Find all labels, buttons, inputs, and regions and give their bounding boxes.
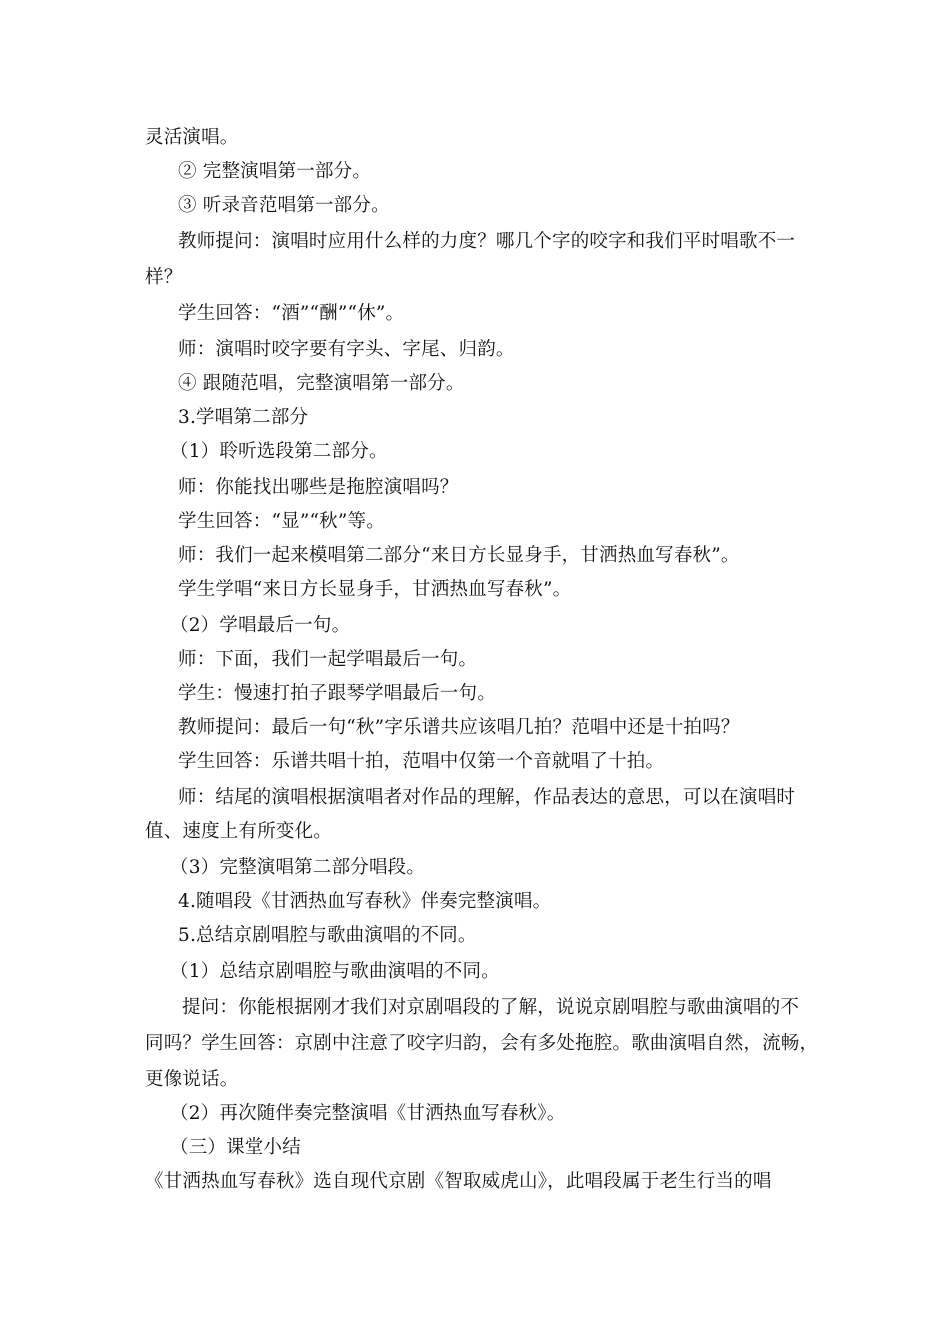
text-line: （2）再次随伴奏完整演唱《甘洒热血写春秋》。 [170, 1103, 566, 1124]
text-line: 学生学唱“来日方长显身手，甘洒热血写春秋”。 [178, 579, 572, 600]
text-line: （3）完整演唱第二部分唱段。 [170, 857, 426, 878]
text-line: 5.总结京剧唱腔与歌曲演唱的不同。 [178, 925, 477, 946]
text-line: 师：我们一起来模唱第二部分“来日方长显身手，甘洒热血写春秋”。 [178, 545, 740, 566]
text-line: 教师提问：演唱时应用什么样的力度？哪几个字的咬字和我们平时唱歌不一 [178, 231, 796, 252]
text-line: 师：你能找出哪些是拖腔演唱吗？ [178, 477, 459, 498]
text-line: 学生：慢速打拍子跟琴学唱最后一句。 [178, 683, 496, 704]
text-line: ④ 跟随范唱，完整演唱第一部分。 [178, 373, 465, 394]
text-line: 学生回答：乐谱共唱十拍，范唱中仅第一个音就唱了十拍。 [178, 751, 665, 772]
text-line: （1）总结京剧唱腔与歌曲演唱的不同。 [170, 961, 500, 982]
text-line: 灵活演唱。 [145, 127, 239, 148]
text-line: 提问：你能根据刚才我们对京剧唱段的了解，说说京剧唱腔与歌曲演唱的不 [182, 997, 800, 1018]
text-line: 值、速度上有所变化。 [145, 821, 333, 842]
text-line: （2）学唱最后一句。 [170, 615, 351, 636]
text-line: 学生回答：“酒”“酬”“休”。 [178, 303, 405, 324]
text-line: （1）聆听选段第二部分。 [170, 441, 388, 462]
text-line: 师：结尾的演唱根据演唱者对作品的理解，作品表达的意思，可以在演唱时 [178, 787, 796, 808]
text-line: 学生回答：“显”“秋”等。 [178, 511, 385, 532]
text-line: ② 完整演唱第一部分。 [178, 161, 372, 182]
text-line: 教师提问：最后一句“秋”字乐谱共应该唱几拍？范唱中还是十拍吗？ [178, 717, 740, 738]
text-line: 师：演唱时咬字要有字头、字尾、归韵。 [178, 339, 515, 360]
text-line: 同吗？学生回答：京剧中注意了咬字归韵，会有多处拖腔。歌曲演唱自然，流畅， [145, 1033, 819, 1054]
text-line: 师：下面，我们一起学唱最后一句。 [178, 649, 478, 670]
text-line: （三）课堂小结 [170, 1137, 301, 1158]
text-line: 更像说话。 [145, 1069, 239, 1090]
text-line: 《甘洒热血写春秋》选自现代京剧《智取威虎山》，此唱段属于老生行当的唱 [145, 1171, 772, 1192]
text-line: 样？ [145, 267, 183, 288]
text-line: ③ 听录音范唱第一部分。 [178, 195, 390, 216]
text-line: 4.随唱段《甘洒热血写春秋》伴奏完整演唱。 [178, 891, 552, 912]
text-line: 3.学唱第二部分 [178, 407, 309, 428]
